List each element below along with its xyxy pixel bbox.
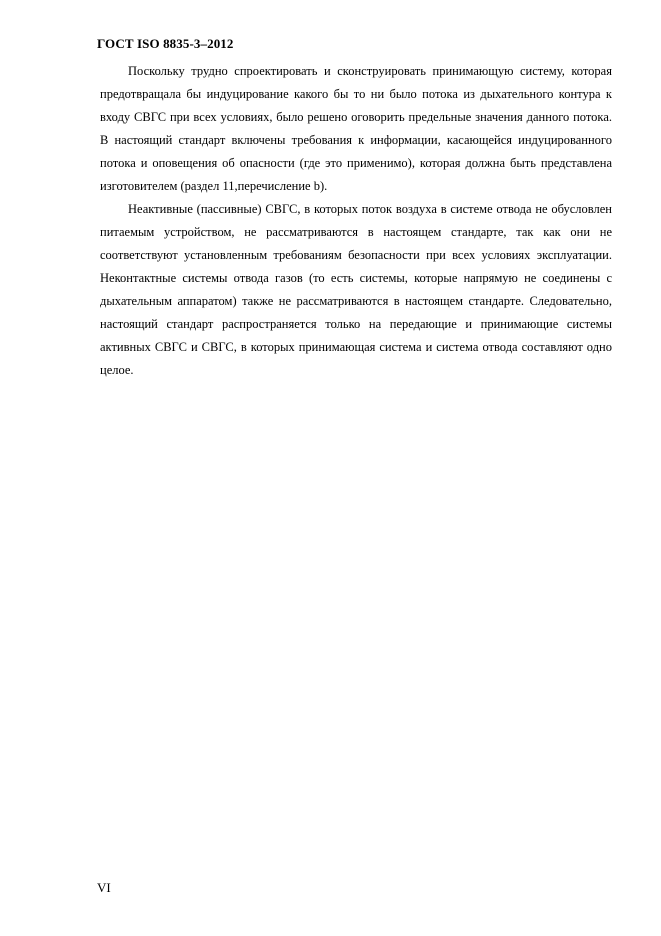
- paragraph: Поскольку трудно спроектировать и сконструировать принимающую систему, которая предотвращала бы индуцирование какого бы то ни было потока из дыхательного контура к входу СВГС при всех условиях, было решено оговорить предельные значения данного потока. В настоящий стандарт включены требования к информации, касающейся индуцированного потока и оповещения об опасности (где это применимо), которая должна быть представлена изготовителем (раздел 11,перечисление b).: [100, 64, 612, 193]
- page-number: VI: [97, 880, 111, 895]
- document-header: ГОСТ ISO 8835-3–2012: [97, 36, 234, 51]
- paragraph: Неактивные (пассивные) СВГС, в которых поток воздуха в системе отвода не обусловлен питаемым устройством, не рассматриваются в настоящем стандарте, так как они не соответствуют установленным требованиям безопасности при всех условиях эксплуатации. Неконтактные системы отвода газов (то есть системы, которые напрямую не соединены с дыхательным аппаратом) также не рассматриваются в настоящем стандарте. Следовательно, настоящий стандарт распространяется только на передающие и принимающие системы активных СВГС и СВГС, в которых принимающая система и система отвода составляют одно целое.: [100, 202, 612, 377]
- document-body: [100, 60, 612, 382]
